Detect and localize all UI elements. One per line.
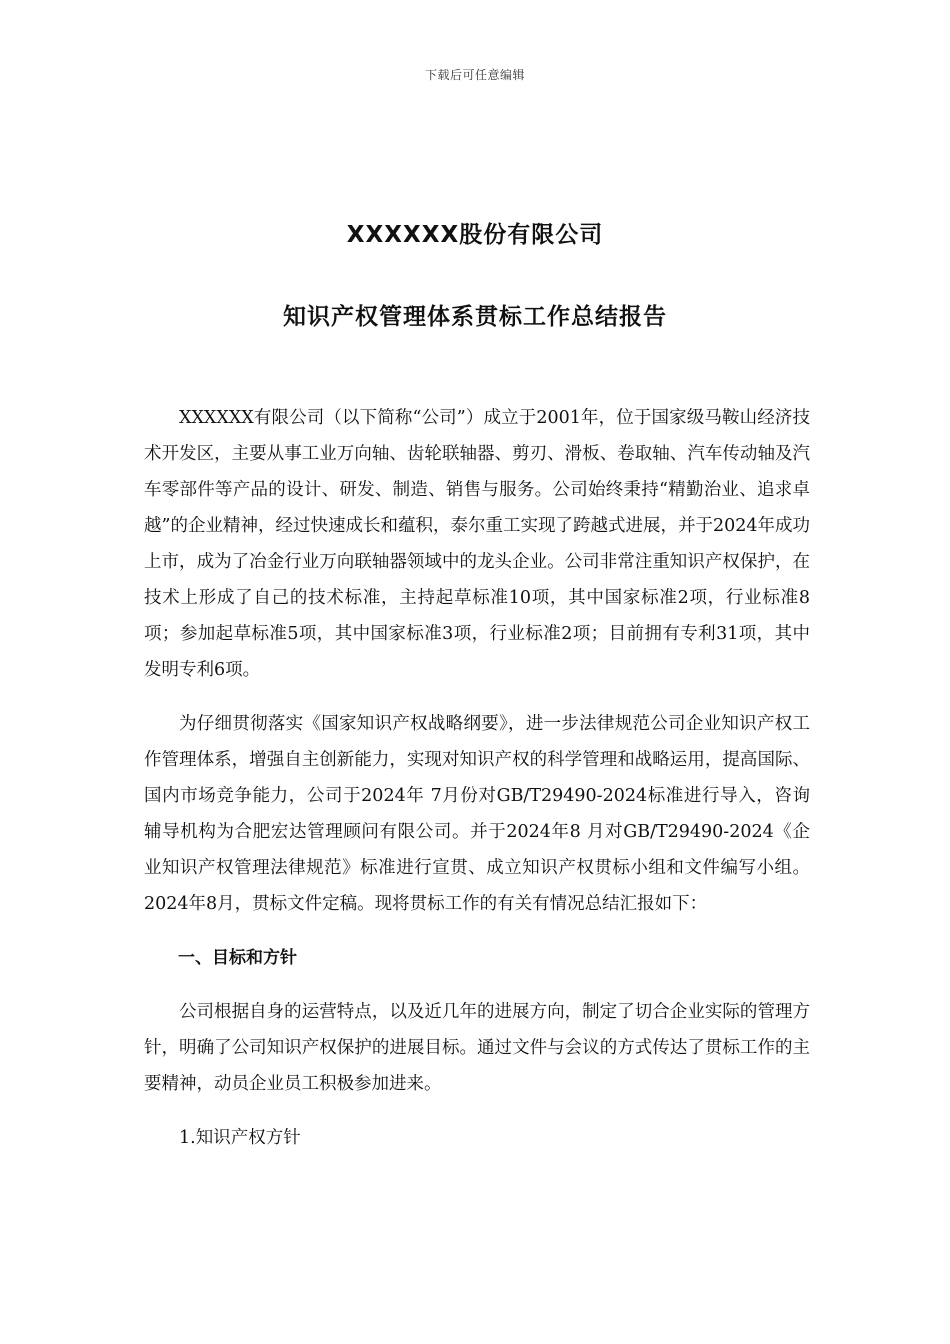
subsection-heading-ip-policy: 1.知识产权方针 xyxy=(179,1128,301,1148)
paragraph-intro: XXXXXX有限公司（以下简称“公司”）成立于2001年，位于国家级马鞍山经济技术开发区，主要从事工业万向轴、齿轮联轴器、剪刃、滑板、卷取轴、汽车传动轴及汽车零部件等产品的设计、研发、制造、销售与服务。公司始终秉持“精勤治业、追求卓越”的企业精神，经过快速成长和蕴积，泰尔重工实现了跨越式进展，并于2024年成功上市，成为了冶金行业万向联轴器领域中的龙头企业。公司非常注重知识产权保护，在技术上形成了自己的技术标准，主持起草标准10项，其中国家标准2项，行业标准8项；参加起草标准5项，其中国家标准3项，行业标准2项；目前拥有专利31项，其中发明专利6项。 xyxy=(144,408,810,680)
section-heading-goals: 一、目标和方针 xyxy=(178,948,297,968)
paragraph-implementation: 为仔细贯彻落实《国家知识产权战略纲要》，进一步法律规范公司企业知识产权工作管理体系，增强自主创新能力，实现对知识产权的科学管理和战略运用，提高国际、国内市场竞争能力，公司于2024年 7月份对GB/T29490-2024标准进行导入，咨询辅导机构为合肥宏达管理顾问有限公司。并于2024年8 月对GB/T29490-2024《企业知识产权管理法律规范》标准进行宣贯、成立知识产权贯标小组和文件编写小组。2024年8月，贯标文件定稿。现将贯标工作的有关有情况总结汇报如下： xyxy=(144,714,810,914)
document-title-company: XXXXXX股份有限公司 xyxy=(346,222,604,248)
document-title-report: 知识产权管理体系贯标工作总结报告 xyxy=(283,304,667,330)
page-header-note: 下载后可任意编辑 xyxy=(424,68,525,82)
paragraph-goals: 公司根据自身的运营特点，以及近几年的进展方向，制定了切合企业实际的管理方针，明确了公司知识产权保护的进展目标。通过文件与会议的方式传达了贯标工作的主要精神，动员企业员工积极参加进来。 xyxy=(144,1002,810,1094)
document-body xyxy=(144,400,810,1156)
